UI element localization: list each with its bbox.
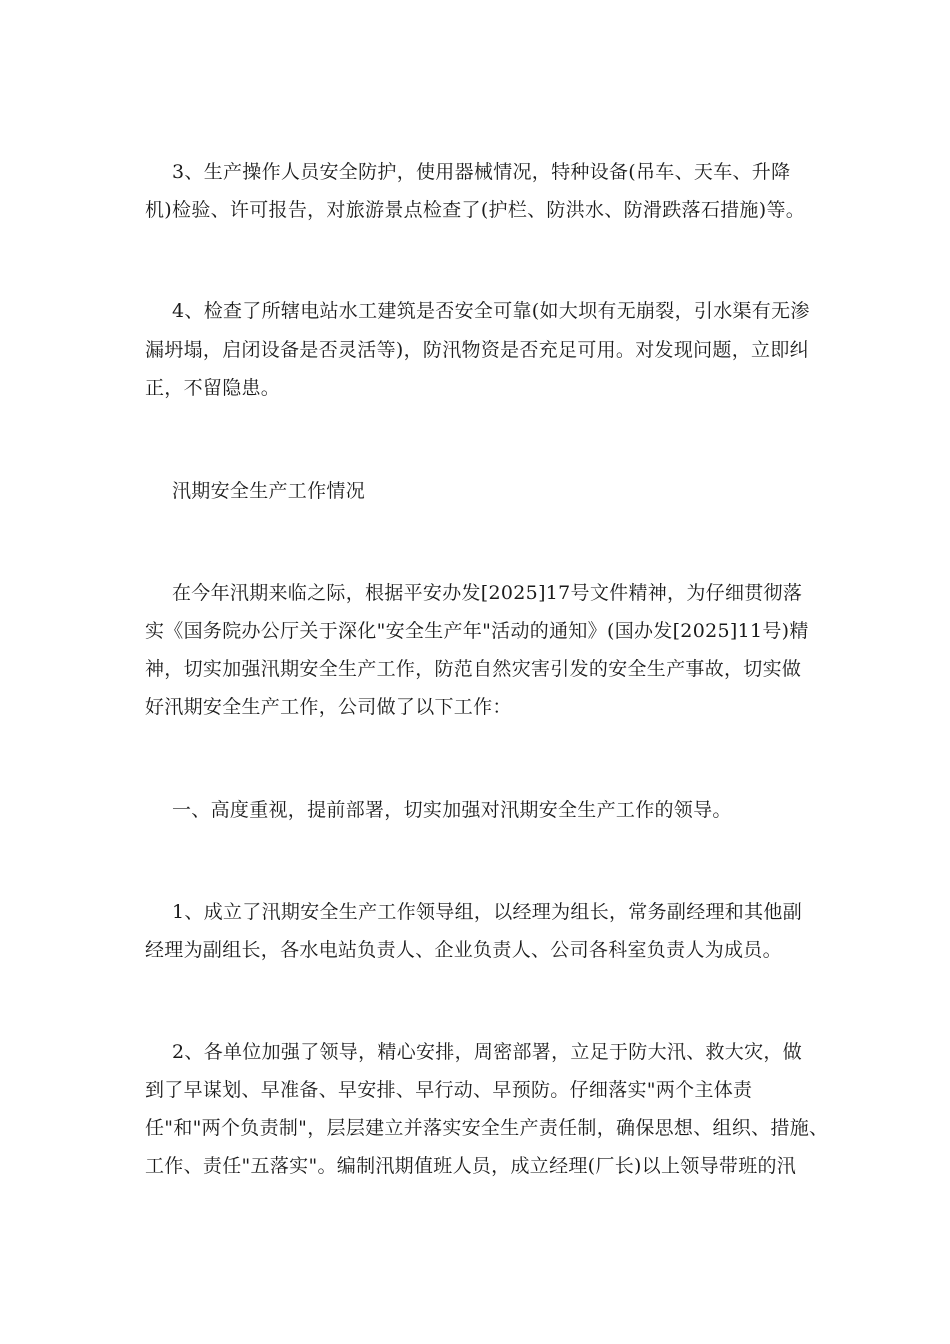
item-1-line-1: 1、成立了汛期安全生产工作领导组，以经理为组长，常务副经理和其他副: [172, 901, 802, 923]
paragraph-4-line-3: 正，不留隐患。: [145, 377, 281, 399]
intro-paragraph-line-3: 神，切实加强汛期安全生产工作，防范自然灾害引发的安全生产事故，切实做: [145, 658, 802, 680]
item-1-line-2: 经理为副组长，各水电站负责人、企业负责人、公司各科室负责人为成员。: [145, 939, 782, 961]
intro-paragraph-line-4: 好汛期安全生产工作，公司做了以下工作：: [145, 696, 512, 718]
item-2-line-4: 工作、责任"五落实"。编制汛期值班人员，成立经理(厂长)以上领导带班的汛: [145, 1155, 797, 1177]
item-2-line-2: 到了早谋划、早准备、早安排、早行动、早预防。仔细落实"两个主体责: [145, 1079, 753, 1101]
intro-paragraph-line-2: 实《国务院办公厅关于深化"安全生产年"活动的通知》(国办发[2025]11号)精: [145, 620, 809, 642]
item-2-line-3: 任"和"两个负责制"，层层建立并落实安全生产责任制，确保思想、组织、措施、: [145, 1117, 829, 1139]
item-2-line-1: 2、各单位加强了领导，精心安排，周密部署，立足于防大汛、救大灾，做: [172, 1041, 802, 1063]
paragraph-3-line-2: 机)检验、许可报告，对旅游景点检查了(护栏、防洪水、防滑跌落石措施)等。: [145, 199, 806, 221]
intro-paragraph-line-1: 在今年汛期来临之际，根据平安办发[2025]17号文件精神，为仔细贯彻落: [172, 582, 803, 604]
paragraph-3-line-1: 3、生产操作人员安全防护，使用器械情况，特种设备(吊车、天车、升降: [172, 161, 791, 183]
section-heading: 汛期安全生产工作情况: [172, 480, 366, 502]
paragraph-4-line-1: 4、检查了所辖电站水工建筑是否安全可靠(如大坝有无崩裂，引水渠有无渗: [172, 300, 810, 322]
point-one-heading: 一、高度重视，提前部署，切实加强对汛期安全生产工作的领导。: [172, 799, 732, 821]
paragraph-4-line-2: 漏坍塌，启闭设备是否灵活等)，防汛物资是否充足可用。对发现问题，立即纠: [145, 339, 809, 361]
